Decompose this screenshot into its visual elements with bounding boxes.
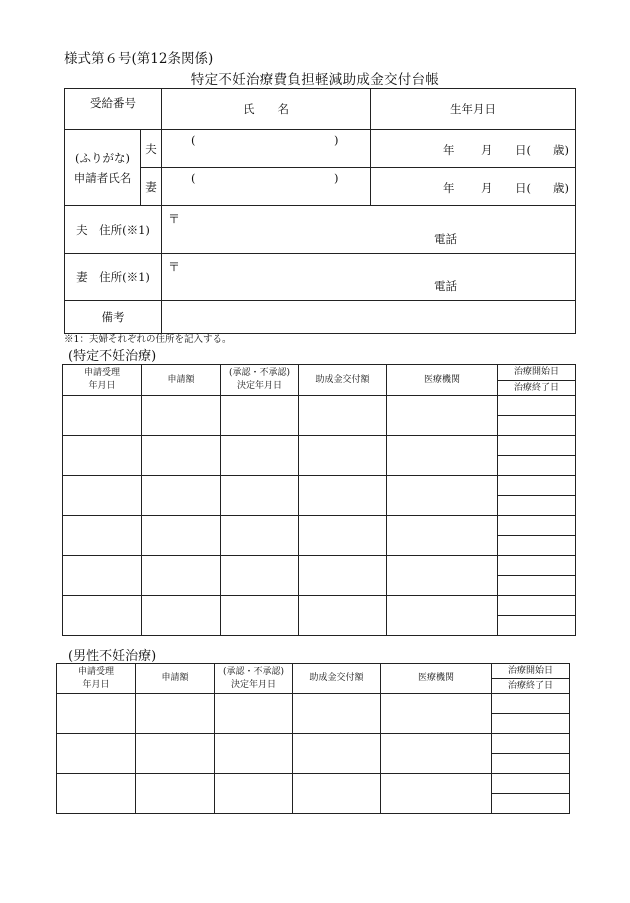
- husband-birth-month: 月: [481, 143, 493, 157]
- treatment-end-cell[interactable]: [498, 536, 576, 556]
- institution-cell[interactable]: [387, 556, 498, 596]
- amount-requested-cell[interactable]: [136, 694, 215, 734]
- institution-cell[interactable]: [387, 596, 498, 636]
- table-row: [57, 734, 570, 754]
- wife-furigana-paren-close: ): [334, 171, 339, 185]
- treatment-start-cell[interactable]: [498, 596, 576, 616]
- institution-cell[interactable]: [387, 436, 498, 476]
- amount-requested-cell[interactable]: [136, 734, 215, 774]
- applicant-table: [64, 88, 576, 334]
- header-receipt-date: [57, 664, 136, 694]
- treatment-end-cell[interactable]: [498, 416, 576, 436]
- furigana-label: (ふりがな): [75, 150, 130, 165]
- husband-phone-label: 電話: [434, 232, 457, 246]
- husband-address-label: 夫 住所(※1): [65, 206, 162, 254]
- institution-cell[interactable]: [387, 516, 498, 556]
- treatment-start-cell[interactable]: [492, 734, 570, 754]
- treatment-start-cell[interactable]: [498, 556, 576, 576]
- form-title: 特定不妊治療費負担軽減助成金交付台帳: [190, 72, 440, 88]
- grant-amount-cell[interactable]: [299, 556, 387, 596]
- header-treatment-end: 治療終了日: [498, 381, 576, 396]
- treatment-end-cell[interactable]: [498, 576, 576, 596]
- wife-birth-month: 月: [481, 181, 493, 195]
- treatment-start-cell[interactable]: [498, 396, 576, 416]
- receipt-date-cell[interactable]: [63, 436, 142, 476]
- husband-address-field[interactable]: [162, 206, 576, 254]
- remarks-label: 備考: [65, 301, 162, 334]
- treatment-end-cell[interactable]: [498, 456, 576, 476]
- treatment-start-cell[interactable]: [498, 476, 576, 496]
- header-receipt-date: [63, 365, 142, 396]
- receipt-date-cell[interactable]: [57, 774, 136, 814]
- institution-cell[interactable]: [387, 396, 498, 436]
- table-row: [63, 556, 576, 576]
- amount-requested-cell[interactable]: [142, 476, 221, 516]
- section-title-specific: (特定不妊治療): [68, 349, 157, 364]
- wife-phone-label: 電話: [434, 279, 457, 293]
- husband-birth-day: 日(: [515, 143, 531, 157]
- header-institution: 医療機関: [387, 365, 498, 396]
- decision-date-cell[interactable]: [221, 476, 299, 516]
- receipt-date-cell[interactable]: [63, 556, 142, 596]
- receipt-date-cell[interactable]: [63, 596, 142, 636]
- name-header: 氏 名: [162, 89, 371, 130]
- grant-amount-cell[interactable]: [293, 694, 381, 734]
- husband-age: 歳): [553, 143, 569, 157]
- treatment-start-cell[interactable]: [498, 516, 576, 536]
- header-amount-requested: 申請額: [142, 365, 221, 396]
- table-row: [57, 774, 570, 794]
- male-treatment-table: [56, 663, 570, 814]
- amount-requested-cell[interactable]: [136, 774, 215, 814]
- decision-date-cell[interactable]: [215, 694, 293, 734]
- form-number: 様式第６号(第12条関係): [64, 51, 214, 67]
- header-receipt-date-line1: 申請受理: [83, 368, 120, 378]
- treatment-end-cell[interactable]: [492, 714, 570, 734]
- wife-address-field[interactable]: [162, 254, 576, 301]
- grant-amount-cell[interactable]: [299, 396, 387, 436]
- treatment-end-cell[interactable]: [498, 616, 576, 636]
- grant-amount-cell[interactable]: [299, 436, 387, 476]
- wife-birth-day: 日(: [515, 181, 531, 195]
- grant-amount-cell[interactable]: [293, 734, 381, 774]
- applicant-name-label-cell: [65, 130, 141, 206]
- husband-birth-year: 年: [443, 143, 455, 157]
- treatment-end-cell[interactable]: [498, 496, 576, 516]
- decision-date-cell[interactable]: [215, 734, 293, 774]
- receipt-date-cell[interactable]: [63, 516, 142, 556]
- table-row: [57, 694, 570, 714]
- treatment-start-cell[interactable]: [498, 436, 576, 456]
- wife-name-field[interactable]: [162, 168, 371, 206]
- husband-name-field[interactable]: [162, 130, 371, 168]
- remarks-field[interactable]: [162, 301, 576, 334]
- grant-amount-cell[interactable]: [293, 774, 381, 814]
- treatment-end-cell[interactable]: [492, 794, 570, 814]
- receipt-number-label: 受給番号: [90, 96, 136, 110]
- address-note: ※1：夫婦それぞれの住所を記入する。: [64, 334, 232, 345]
- header-decision-date: [221, 365, 299, 396]
- header-treatment-start: 治療開始日: [492, 664, 570, 679]
- header-decision-date-line1: (承認・不承認): [222, 666, 285, 677]
- applicant-name-label: 申請者氏名: [73, 170, 132, 185]
- husband-furigana-paren-open: (: [191, 133, 196, 147]
- decision-date-cell[interactable]: [221, 516, 299, 556]
- receipt-number-cell[interactable]: [65, 89, 162, 130]
- header-receipt-date-line2: 年月日: [88, 381, 116, 391]
- header-receipt-date-line1: 申請受理: [77, 666, 114, 677]
- header-grant-amount: 助成金交付額: [293, 664, 381, 694]
- header-decision-date-line2: 決定年月日: [230, 679, 276, 690]
- husband-label: 夫: [141, 130, 162, 168]
- header-amount-requested: 申請額: [136, 664, 215, 694]
- table-row: [63, 396, 576, 416]
- amount-requested-cell[interactable]: [142, 516, 221, 556]
- wife-birth-year: 年: [443, 181, 455, 195]
- header-institution: 医療機関: [381, 664, 492, 694]
- header-receipt-date-line2: 年月日: [82, 679, 110, 690]
- table-row: [63, 516, 576, 536]
- amount-requested-cell[interactable]: [142, 556, 221, 596]
- grant-amount-cell[interactable]: [299, 476, 387, 516]
- header-decision-date-line1: (承認・不承認): [228, 368, 291, 378]
- grant-amount-cell[interactable]: [299, 596, 387, 636]
- birth-header: 生年月日: [371, 89, 576, 130]
- receipt-date-cell[interactable]: [63, 396, 142, 436]
- institution-cell[interactable]: [381, 694, 492, 734]
- institution-cell[interactable]: [381, 774, 492, 814]
- header-treatment-start: 治療開始日: [498, 365, 576, 381]
- receipt-date-cell[interactable]: [57, 694, 136, 734]
- header-treatment-end: 治療終了日: [492, 679, 570, 694]
- amount-requested-cell[interactable]: [142, 396, 221, 436]
- husband-furigana-paren-close: ): [334, 133, 339, 147]
- institution-cell[interactable]: [387, 476, 498, 516]
- header-decision-date: [215, 664, 293, 694]
- treatment-start-cell[interactable]: [492, 694, 570, 714]
- wife-furigana-paren-open: (: [191, 171, 196, 185]
- decision-date-cell[interactable]: [221, 396, 299, 436]
- wife-address-label: 妻 住所(※1): [65, 254, 162, 301]
- section-title-male: (男性不妊治療): [68, 649, 157, 664]
- wife-age: 歳): [553, 181, 569, 195]
- decision-date-cell[interactable]: [215, 774, 293, 814]
- amount-requested-cell[interactable]: [142, 436, 221, 476]
- receipt-date-cell[interactable]: [57, 734, 136, 774]
- decision-date-cell[interactable]: [221, 556, 299, 596]
- receipt-date-cell[interactable]: [63, 476, 142, 516]
- treatment-start-cell[interactable]: [492, 774, 570, 794]
- table-row: [63, 476, 576, 496]
- wife-postal-mark: 〒: [168, 260, 181, 274]
- table-row: [63, 596, 576, 616]
- decision-date-cell[interactable]: [221, 596, 299, 636]
- husband-postal-mark: 〒: [168, 212, 181, 226]
- header-grant-amount: 助成金交付額: [299, 365, 387, 396]
- wife-birth-field[interactable]: [371, 168, 576, 206]
- treatment-end-cell[interactable]: [492, 754, 570, 774]
- wife-label: 妻: [141, 168, 162, 206]
- institution-cell[interactable]: [381, 734, 492, 774]
- table-row: [63, 436, 576, 456]
- specific-treatment-table: [62, 364, 576, 636]
- husband-birth-field[interactable]: [371, 130, 576, 168]
- amount-requested-cell[interactable]: [142, 596, 221, 636]
- grant-amount-cell[interactable]: [299, 516, 387, 556]
- decision-date-cell[interactable]: [221, 436, 299, 476]
- header-decision-date-line2: 決定年月日: [236, 381, 282, 391]
